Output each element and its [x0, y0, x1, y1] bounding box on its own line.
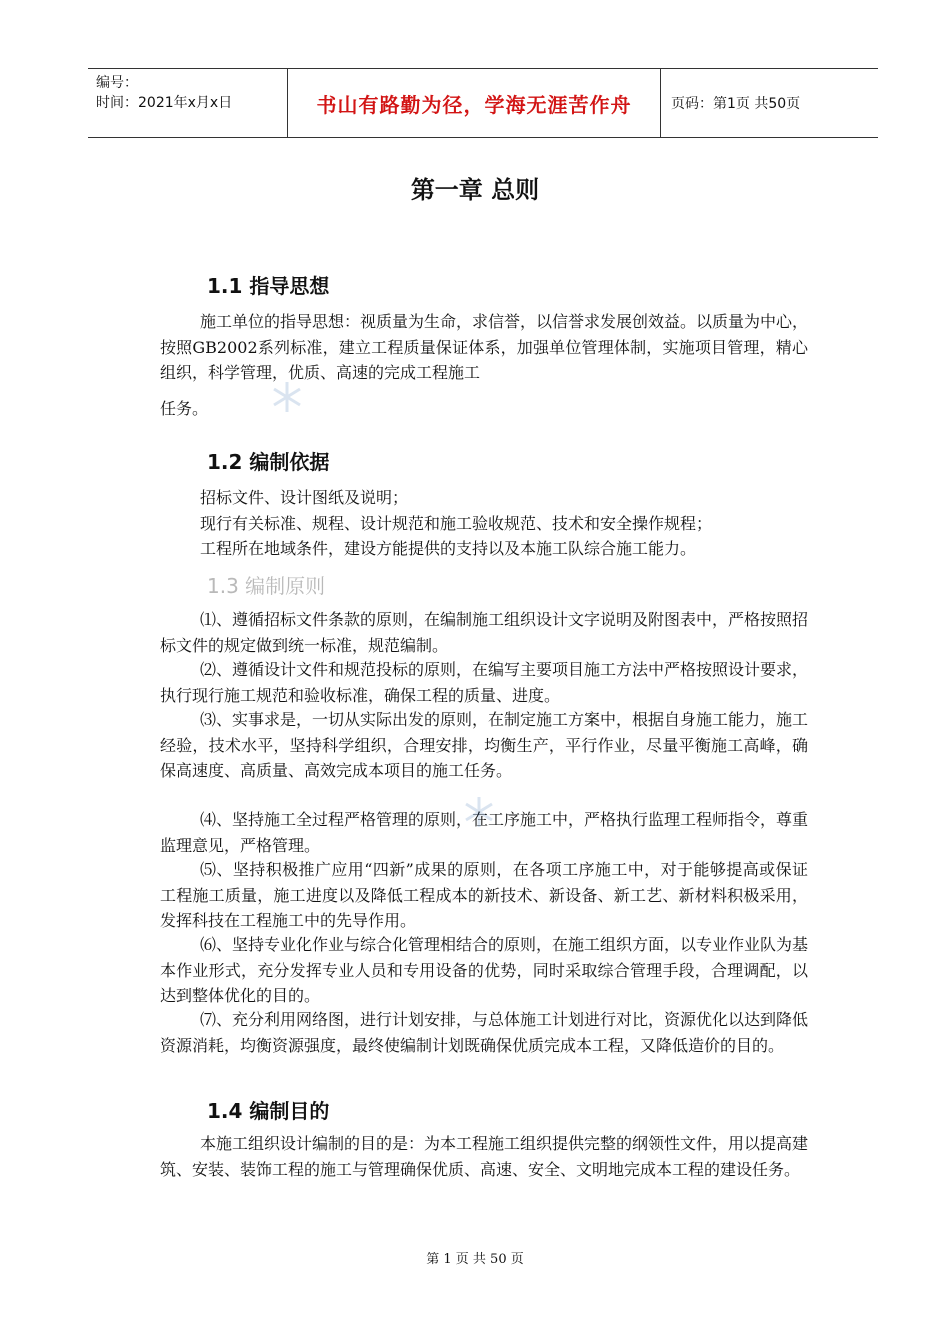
section-1-4-text: 本施工组织设计编制的目的是：为本工程施工组织提供完整的纲领性文件，用以提高建筑、安装、装饰工程的施工与管理确保优质、高速、安全、文明地完成本工程的建设任务。: [160, 1134, 809, 1179]
time-label: 时间：2021年x月x日: [96, 95, 233, 111]
section-heading-1-3: 1.3 编制原则: [207, 574, 326, 598]
chapter-title: 第一章 总则: [410, 176, 540, 204]
watermark-snowflake-icon: [462, 795, 496, 829]
principle-item-3: ⑶、实事求是，一切从实际出发的原则，在制定施工方案中，根据自身施工能力，施工经验，技术水平，坚持科学组织，合理安排，均衡生产，平行作业，尽量平衡施工高峰，确保高速度、高质量、高效完成本项目的施工任务。: [160, 710, 809, 780]
principle-item-6: ⑹、坚持专业化作业与综合化管理相结合的原则，在施工组织方面，以专业作业队为基本作业形式，充分发挥专业人员和专用设备的优势，同时采取综合管理手段，合理调配，以达到整体优化的目的。: [160, 935, 809, 1005]
header-meta: [88, 69, 288, 137]
principle-item-4: ⑷、坚持施工全过程严格管理的原则，在工序施工中，严格执行监理工程师指令，尊重监理意见，严格管理。: [160, 810, 809, 855]
basis-line: 招标文件、设计图纸及说明；: [200, 488, 409, 507]
motto-text: 书山有路勤为径，学海无涯苦作舟: [316, 92, 632, 117]
header-motto-cell: [288, 69, 661, 137]
number-label: 编号：: [96, 75, 138, 91]
principle-item-5: ⑸、坚持积极推广应用“四新”成果的原则，在各项工序施工中，对于能够提高或保证工程施工质量，施工进度以及降低工程成本的新技术、新设备、新工艺、新材料积极采用，发挥科技在工程施工中的先导作用。: [160, 860, 808, 930]
watermark-snowflake-icon: [270, 380, 304, 414]
principle-item-1: ⑴、遵循招标文件条款的原则，在编制施工组织设计文字说明及附图表中，严格按照招标文件的规定做到统一标准，规范编制。: [160, 610, 809, 655]
section-heading-1-2: 1.2 编制依据: [207, 450, 330, 474]
section-1-2-list: [200, 485, 820, 562]
principle-item-7: ⑺、充分利用网络图，进行计划安排，与总体施工计划进行对比，资源优化以达到降低资源消耗，均衡资源强度，最终使编制计划既确保优质完成本工程，又降低造价的目的。: [160, 1010, 809, 1055]
basis-line: 现行有关标准、规程、设计规范和施工验收规范、技术和安全操作规程；: [200, 513, 713, 533]
section-heading-1-1: 1.1 指导思想: [207, 274, 330, 298]
page-footer: 第 1 页 共 50 页: [426, 1252, 524, 1267]
page-header: [88, 68, 878, 138]
section-1-1-text-end: 任务。: [160, 399, 209, 418]
section-heading-1-4: 1.4 编制目的: [207, 1099, 330, 1123]
header-page-info: 页码：第1页 共50页: [671, 96, 801, 112]
basis-line: 工程所在地域条件，建设方能提供的支持以及本施工队综合施工能力。: [200, 539, 697, 558]
principle-item-2: ⑵、遵循设计文件和规范投标的原则，在编写主要项目施工方法中严格按照设计要求，执行现行施工规范和验收标准，确保工程的质量、进度。: [160, 660, 809, 705]
section-1-1-text: 施工单位的指导思想：视质量为生命，求信誉，以信誉求发展创效益。以质量为中心，按照GB2002系列标准，建立工程质量保证体系，加强单位管理体制，实施项目管理，精心组织，科学管理，优质、高速的完成工程施工: [160, 312, 809, 382]
